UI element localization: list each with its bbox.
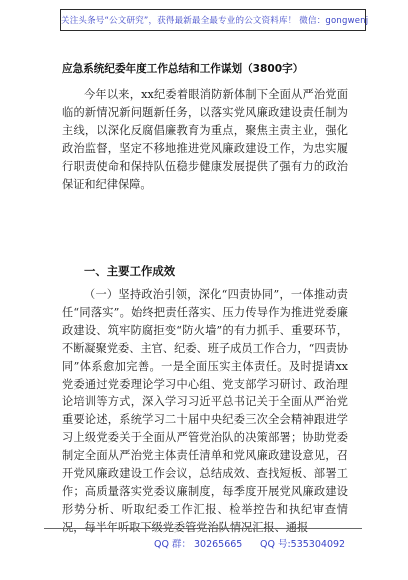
footer <box>0 536 408 550</box>
document-title: 应急系统纪委年度工作总结和工作谋划（3800字） <box>62 63 304 75</box>
header-banner <box>60 9 369 31</box>
footer-qq-group: QQ 群： 30265665 <box>154 539 243 550</box>
header-banner-text: 关注头条号“公文研究”，获得最新最全最专业的公文资料库！ 微信：gongwenj <box>61 16 369 26</box>
section-heading: 一、主要工作成效 <box>84 264 176 278</box>
section-paragraph: （一）坚持政治引领，深化“四责协同”，一体推动责任“同落实”。始终把责任落实、压力传导作为推进党委廉政建设、筑牢防腐拒变“防火墙”的有力抓手、重要环节，不断凝聚党委、主官、纪委、班子成员工作合力，“四责协同”体系愈加完善。一是全面压实主体责任。及时提请xx党委通过党委理论学习中心组、党支部学习研讨、政治理论培训等方式，深入学习习近平总书记关于全面从严治党重要论述，系统学习二十届中央纪委三次全会精神跟进学习上级党委关于全面从严管党治队的决策部署；协助党委制定全面从严治党主体责任清单和党风廉政建设意见，召开党风廉政建设工作会议，总结成效、查找短板、部署工作；高质量落实党委议廉制度，每季度开展党风廉政建设形势分析、听取纪委工作汇报、检举控告和执纪审查情 <box>62 288 348 516</box>
footer-qq-number: QQ 号:535304092 <box>260 539 346 550</box>
intro-paragraph: 今年以来，xx纪委着眼消防新体制下全面从严治党面临的新情况新问题新任务，以落实党风廉政建设责任制为主线，以深化反腐倡廉教育为重点，聚焦主责主业，强化政治监督，坚定不移地推进党风廉政建设工作，为忠实履行职责使命和保持队伍稳步健康发展提供了强有力的政治保证和纪律保障。 <box>62 88 348 191</box>
footer-divider <box>44 528 362 529</box>
